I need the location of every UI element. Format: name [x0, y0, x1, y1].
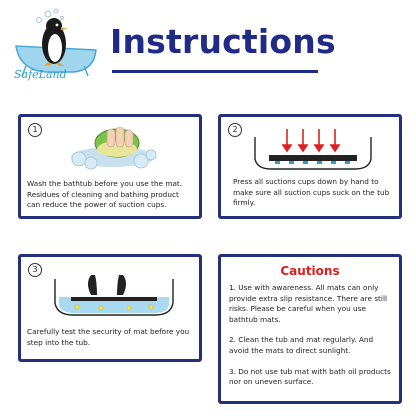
step-text: Wash the bathtub before you use the mat. Residues of cleaning and bathing product can reduce the power of suction cups.	[27, 179, 183, 209]
step-number: 2	[228, 123, 242, 137]
step-text: Press all suctions cups down by hand to make sure all suction cups suck on the tub firmly.	[233, 177, 390, 207]
step-card-2	[218, 114, 402, 219]
title-underline	[112, 70, 318, 73]
cautions-card	[218, 254, 402, 404]
step-text: Carefully test the security of mat before you step into the tub.	[27, 327, 190, 347]
step-card-1	[18, 114, 202, 219]
press-arrows-icon	[251, 125, 375, 171]
caution-item: 2. Clean the tub and mat regularly. And avoid the mats to direct sunlight.	[229, 335, 374, 355]
page-title: Instructions	[110, 22, 336, 61]
step-number: 1	[28, 123, 42, 137]
step-card-3	[18, 254, 202, 362]
tub-mat-icon	[51, 267, 177, 319]
step-number: 3	[28, 263, 42, 277]
caution-item: 1. Use with awareness. All mats can only provide extra slip resistance. There are still risks. Please be careful when you use bathtub mats.	[229, 283, 388, 324]
caution-item: 3. Do not use tub mat with bath oil products nor on uneven surface.	[229, 366, 391, 387]
brand-name: SafeLand	[14, 68, 67, 81]
cautions-list	[229, 283, 393, 398]
sponge-icon	[57, 121, 167, 173]
cautions-title: Cautions	[280, 264, 340, 278]
